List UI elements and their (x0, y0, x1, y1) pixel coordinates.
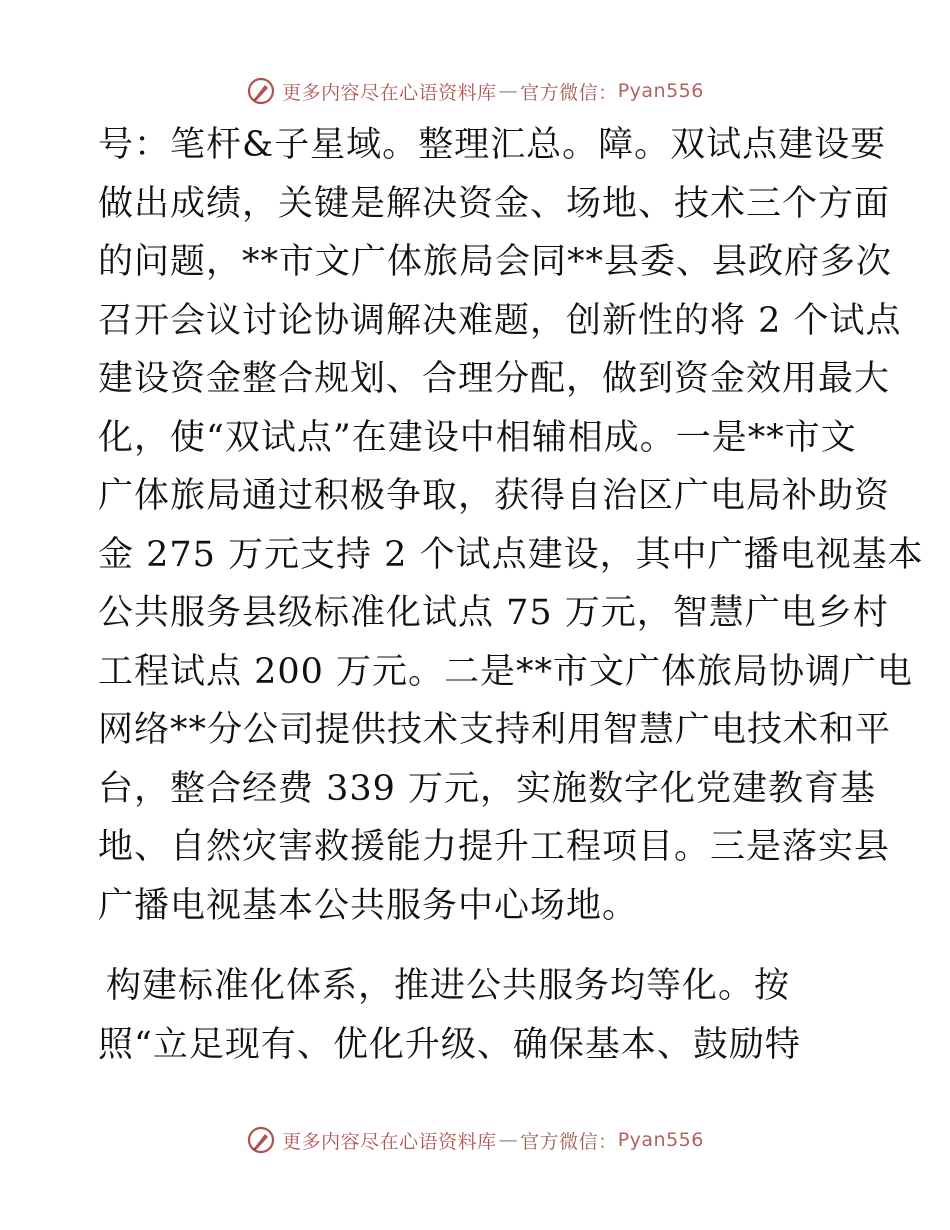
text-line: 台，整合经费 339 万元，实施数字化党建教育基 (98, 768, 877, 809)
wechat-account: Pyan556 (617, 1129, 704, 1151)
text-line: 金 275 万元支持 2 个试点建设，其中广播电视基本 (98, 534, 924, 575)
wechat-label: 官方微信： (520, 81, 618, 104)
pen-nib-logo-icon (246, 1125, 276, 1155)
text-line: 工程试点 200 万元。二是**市文广体旅局协调广电 (98, 651, 914, 692)
text-line: 地、自然灾害救援能力提升工程项目。三是落实县 (98, 827, 891, 867)
text-line: 做出成绩，关键是解决资金、场地、技术三个方面 (98, 183, 891, 224)
text-line: 广体旅局通过积极争取，获得自治区广电局补助资 (98, 476, 891, 516)
text-line: 构建标准化体系，推进公共服务均等化。按 (106, 966, 791, 1006)
header-banner[interactable] (0, 71, 950, 111)
text-line: 召开会议讨论协调解决难题，创新性的将 2 个试点 (98, 300, 902, 341)
paragraph-1 (98, 116, 924, 935)
text-line: 建设资金整合规划、合理分配，做到资金效用最大 (98, 359, 891, 399)
text-line: 化，使“双试点”在建设中相辅相成。一是**市文 (98, 417, 857, 458)
brand-text: 更多内容尽在心语资料库 (282, 81, 497, 104)
text-line: 的问题，**市文广体旅局会同**县委、县政府多次 (98, 242, 893, 282)
footer-banner[interactable] (0, 1120, 950, 1160)
text-line: 照“立足现有、优化升级、确保基本、鼓励特 (98, 1024, 801, 1065)
text-line: 网络**分公司提供技术支持利用智慧广电技术和平 (98, 710, 892, 750)
banner-separator: — (498, 80, 519, 102)
text-line: 公共服务县级标准化试点 75 万元，智慧广电乡村 (98, 593, 889, 633)
wechat-label: 官方微信： (520, 1130, 618, 1153)
document-body (98, 116, 924, 1074)
text-line: 号：笔杆&子星域。整理汇总。障。双试点建设要 (98, 125, 887, 165)
pen-nib-logo-icon (246, 76, 276, 106)
text-line: 广播电视基本公共服务中心场地。 (98, 885, 639, 926)
wechat-account: Pyan556 (617, 80, 704, 102)
banner-separator: — (498, 1129, 519, 1151)
paragraph-2 (98, 957, 858, 1074)
brand-text: 更多内容尽在心语资料库 (282, 1130, 497, 1153)
